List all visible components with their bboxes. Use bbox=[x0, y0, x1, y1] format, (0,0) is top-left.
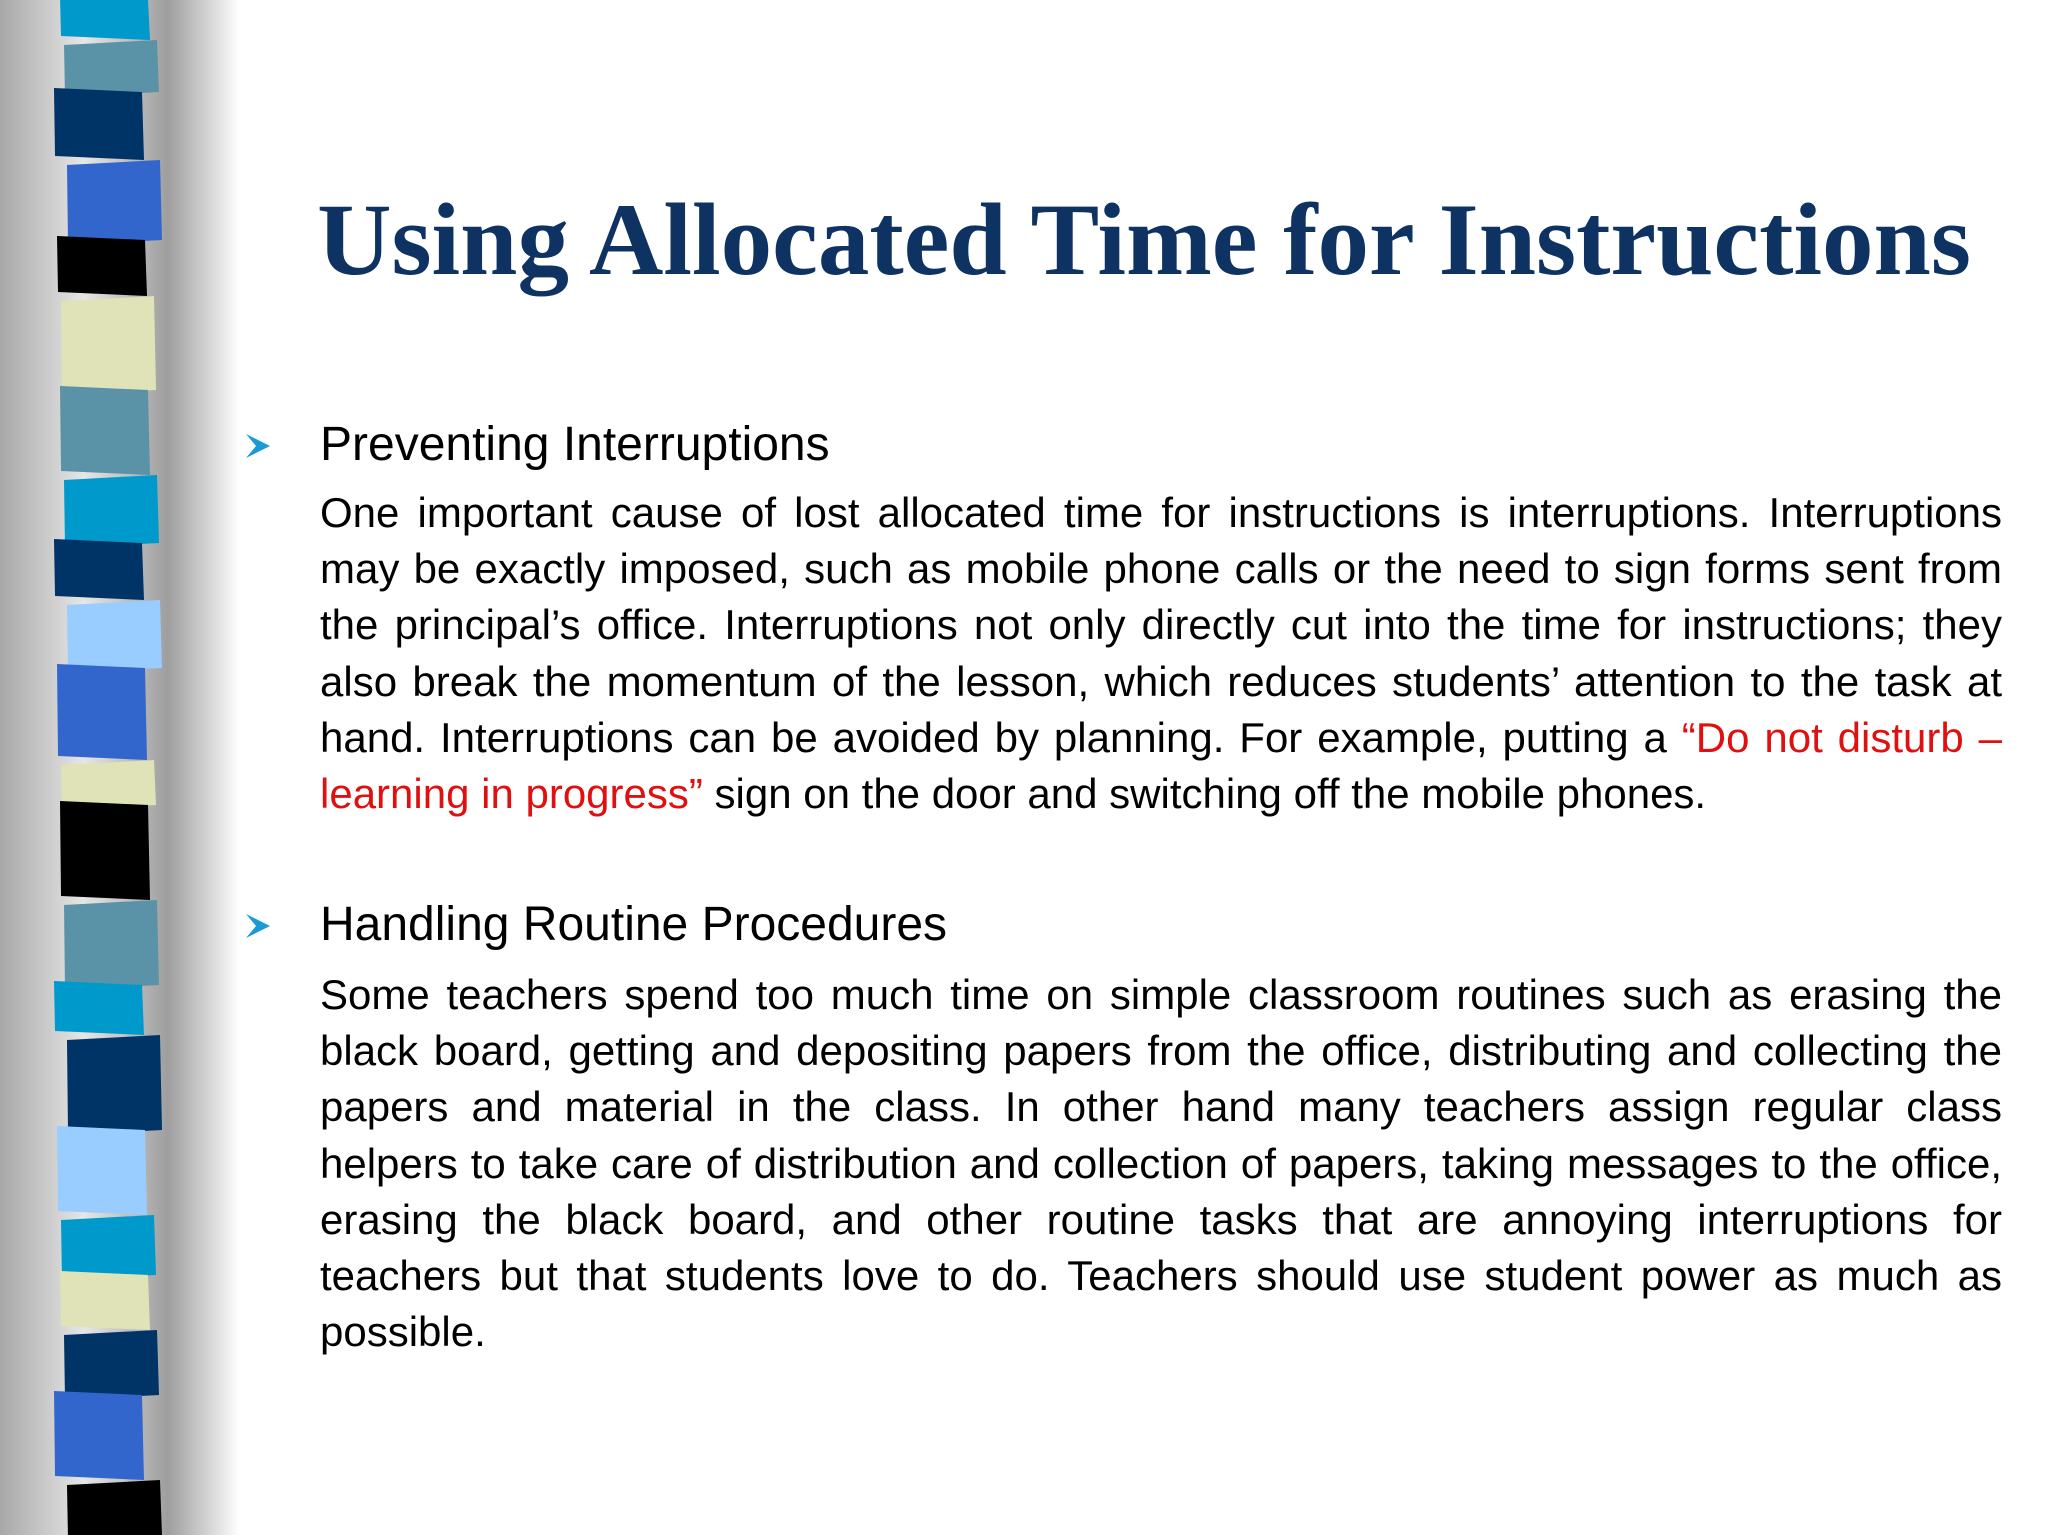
color-stripe bbox=[54, 88, 144, 160]
color-stripe bbox=[64, 900, 159, 990]
color-stripe bbox=[54, 539, 144, 600]
arrowhead-bullet-icon bbox=[244, 912, 272, 940]
color-stripe bbox=[57, 664, 147, 760]
slide-title: Using Allocated Time for Instructions bbox=[317, 183, 1971, 297]
color-stripe bbox=[60, 801, 150, 900]
color-stripe bbox=[60, 386, 150, 475]
section-paragraph-preventing-interruptions bbox=[320, 485, 2002, 822]
arrowhead-bullet-icon bbox=[244, 432, 272, 460]
highlighted-sign-quote: “Do not disturb – learning in progress” bbox=[320, 713, 2002, 818]
color-stripe-stack bbox=[54, 0, 162, 1535]
color-stripe bbox=[54, 1391, 144, 1480]
color-stripe bbox=[61, 1215, 156, 1280]
section-paragraph-handling-routine-procedures: Some teachers spend too much time on simple classroom routines such as erasing the black board, getting and depositing papers from the office, distributing and collecting the papers and material in the class. In other hand many teachers assign regular class helpers to take care of distribution and collection of papers, taking messages to the office, erasing the black board, and other routine tasks that are annoying interruptions for teachers but that students love to do. Teachers should use student power as much as possible. bbox=[320, 971, 2002, 1356]
color-stripe bbox=[64, 40, 159, 97]
color-stripe bbox=[60, 1271, 150, 1330]
color-stripe bbox=[64, 1330, 159, 1400]
color-stripe bbox=[64, 475, 159, 548]
color-stripe bbox=[67, 1035, 162, 1135]
section-heading-handling-routine-procedures: Handling Routine Procedures bbox=[320, 898, 948, 951]
color-stripe bbox=[54, 981, 144, 1035]
color-stripe bbox=[60, 0, 150, 40]
paragraph-text: One important cause of lost allocated time for instructions is interruptions. Interruptions may be exactly imposed, such as mobile phone calls or the need to sign forms sent from the principal’s office. Interruptions not only directly cut into the time for instructions; they also break the momentum of the lesson, which reduces students’ attention to the task at hand. Interruptions can be avoided by planning. For example, putting a bbox=[320, 489, 2002, 761]
color-stripe bbox=[67, 600, 162, 673]
color-stripe bbox=[57, 236, 147, 296]
color-stripe bbox=[61, 296, 156, 395]
color-stripe bbox=[57, 1126, 147, 1215]
color-stripe bbox=[67, 160, 162, 245]
color-stripe bbox=[67, 1480, 162, 1535]
decorative-striped-sidebar bbox=[0, 0, 240, 1535]
paragraph-text-end: sign on the door and switching off the mobile phones. bbox=[702, 770, 1707, 818]
section-heading-preventing-interruptions: Preventing Interruptions bbox=[320, 418, 830, 471]
